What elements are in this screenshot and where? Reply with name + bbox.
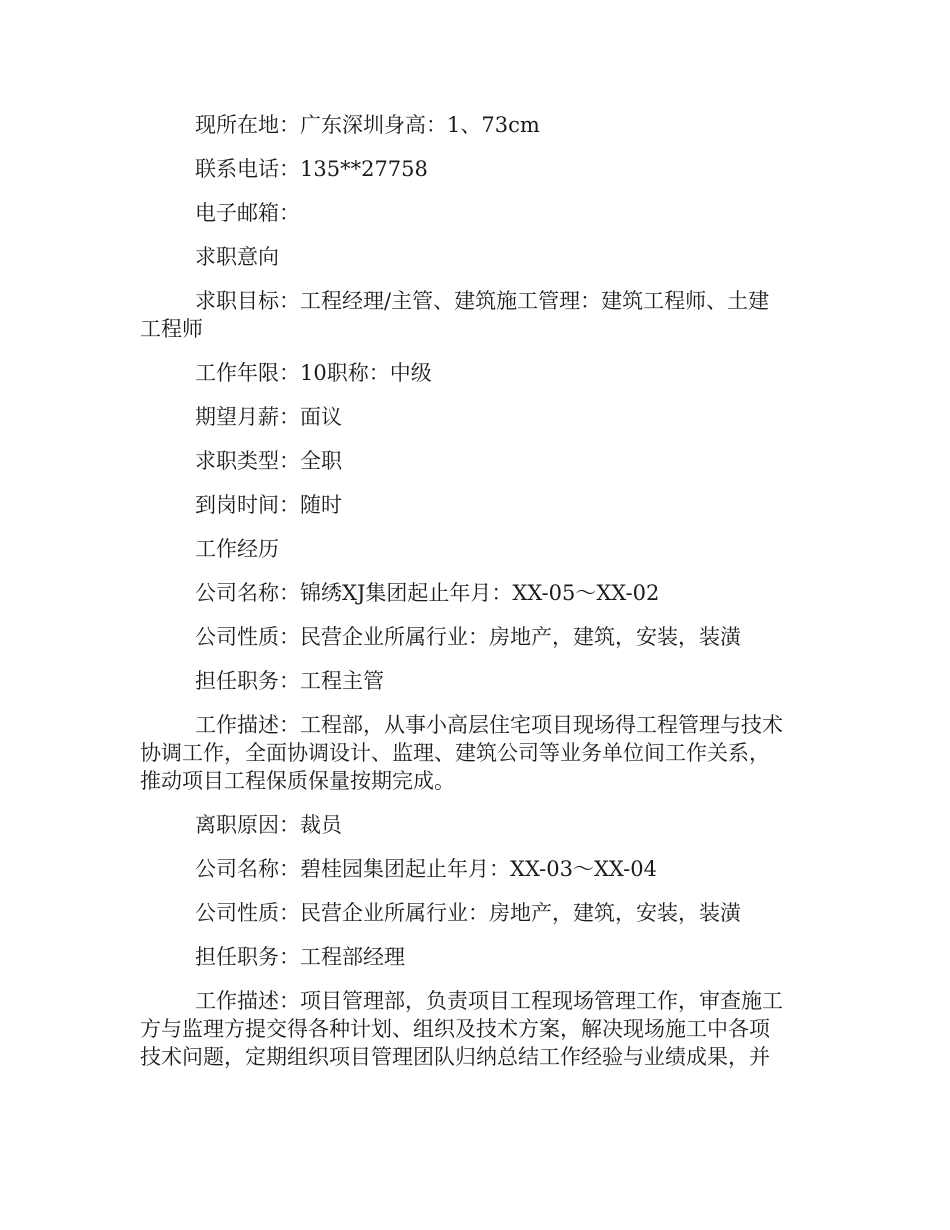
resume-body — [140, 111, 808, 1087]
work-years-line: 工作年限：10职称：中级 — [195, 361, 432, 385]
section-heading-job-intention: 求职意向 — [195, 245, 279, 269]
job-type-line: 求职类型：全职 — [195, 449, 342, 473]
location-line: 现所在地：广东深圳身高：1、73cm — [195, 113, 540, 137]
expected-salary-line: 期望月薪：面议 — [195, 405, 342, 429]
availability-line: 到岗时间：随时 — [195, 493, 342, 517]
job-description-paragraph: 工作描述：项目管理部，负责项目工程现场管理工作，审查施工 方与监理方提交得各种计划、组织及技术方案，解决现场施工中各项 技术问题，定期组织项目管理团队归纳总结工作经验与业绩成果，并 — [140, 989, 783, 1069]
position-line: 担任职务：工程部经理 — [195, 945, 405, 969]
section-heading-work-experience: 工作经历 — [195, 537, 279, 561]
job-description-paragraph: 工作描述：工程部，从事小高层住宅项目现场得工程管理与技术 协调工作，全面协调设计、监理、建筑公司等业务单位间工作关系， 推动项目工程保质保量按期完成。 — [140, 713, 783, 793]
phone-line: 联系电话：135**27758 — [195, 157, 428, 181]
email-line: 电子邮箱： — [195, 201, 300, 225]
job-target-line: 求职目标：工程经理/主管、建筑施工管理：建筑工程师、土建 工程师 — [140, 289, 770, 341]
company-name-line: 公司名称：锦绣XJ集团起止年月：XX-05～XX-02 — [195, 581, 660, 605]
company-name-line: 公司名称：碧桂园集团起止年月：XX-03～XX-04 — [195, 857, 657, 881]
company-nature-line: 公司性质：民营企业所属行业：房地产，建筑，安装，装潢 — [195, 901, 741, 925]
leave-reason-line: 离职原因：裁员 — [195, 813, 342, 837]
position-line: 担任职务：工程主管 — [195, 669, 384, 693]
company-nature-line: 公司性质：民营企业所属行业：房地产，建筑，安装，装潢 — [195, 625, 741, 649]
